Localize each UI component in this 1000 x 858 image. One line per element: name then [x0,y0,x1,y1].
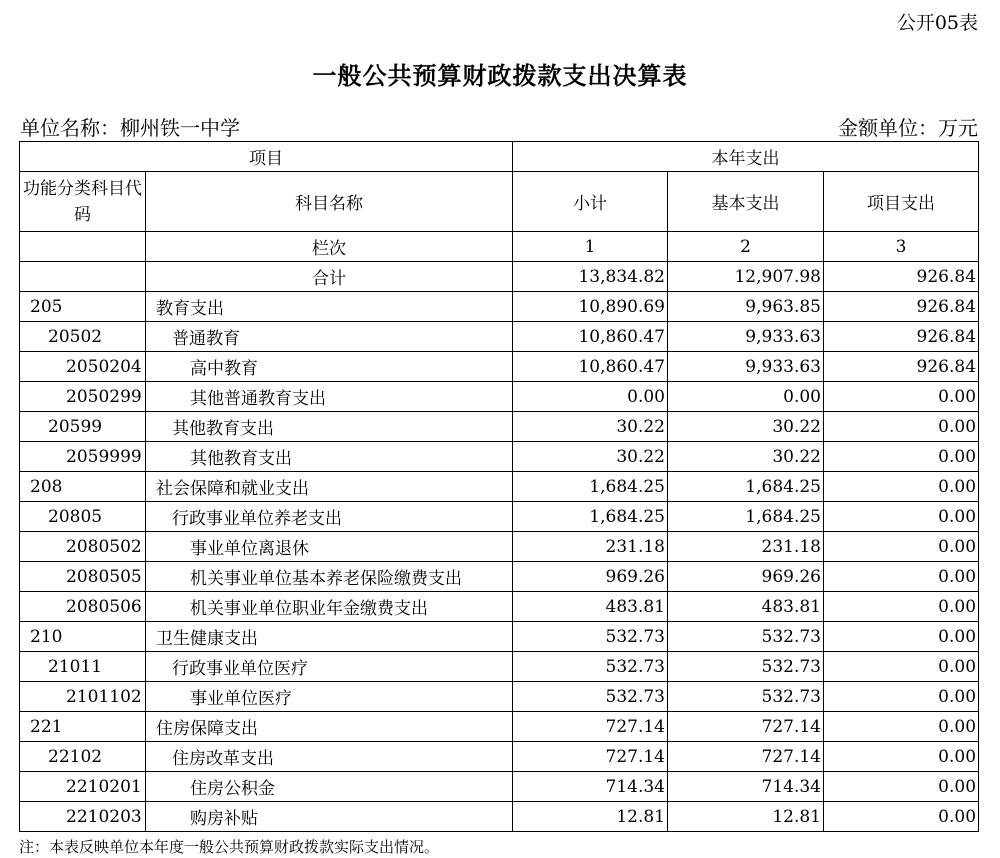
row-basic-expense: 12.81 [668,802,824,832]
row-subtotal: 12.81 [513,802,668,832]
row-code: 2050299 [20,382,146,412]
row-code: 2059999 [20,442,146,472]
row-code: 2080502 [20,532,146,562]
row-basic-expense: 532.73 [668,622,824,652]
row-subtotal: 532.73 [513,622,668,652]
page-title: 一般公共预算财政拨款支出决算表 [312,61,688,90]
row-project-expense: 926.84 [824,322,979,352]
row-project-expense: 0.00 [824,532,979,562]
table-row [20,562,979,592]
row-basic-expense: 714.34 [668,772,824,802]
row-basic-expense: 9,963.85 [668,292,824,322]
total-subtotal: 13,834.82 [513,262,668,292]
row-subtotal: 532.73 [513,652,668,682]
row-subject-name: 事业单位离退休 [146,532,513,562]
row-code: 21011 [20,652,146,682]
row-code: 208 [20,472,146,502]
row-project-expense: 0.00 [824,562,979,592]
table-row [20,802,979,832]
row-project-expense: 0.00 [824,742,979,772]
row-project-expense: 926.84 [824,292,979,322]
row-subject-name: 行政事业单位养老支出 [146,502,513,532]
header-row-2 [20,172,979,232]
row-subtotal: 10,860.47 [513,322,668,352]
table-row [20,412,979,442]
column-number-2: 2 [668,232,824,262]
row-code: 2050204 [20,352,146,382]
table-row [20,772,979,802]
row-project-expense: 0.00 [824,622,979,652]
row-basic-expense: 727.14 [668,712,824,742]
row-code: 2210201 [20,772,146,802]
header-func-code: 功能分类科目代码 [20,172,146,232]
row-code: 22102 [20,742,146,772]
row-code: 2101102 [20,682,146,712]
row-basic-expense: 9,933.63 [668,322,824,352]
row-project-expense: 0.00 [824,682,979,712]
row-basic-expense: 1,684.25 [668,472,824,502]
row-basic-expense: 231.18 [668,532,824,562]
header-current-year-expense: 本年支出 [513,142,979,172]
column-number-1: 1 [513,232,668,262]
row-code: 2080506 [20,592,146,622]
row-subtotal: 30.22 [513,442,668,472]
row-project-expense: 926.84 [824,352,979,382]
header-project-expense: 项目支出 [824,172,979,232]
table-row [20,502,979,532]
row-basic-expense: 30.22 [668,442,824,472]
total-label: 合计 [146,262,513,292]
row-subtotal: 714.34 [513,772,668,802]
header-item: 项目 [20,142,513,172]
row-subject-name: 卫生健康支出 [146,622,513,652]
table-row [20,352,979,382]
row-subtotal: 969.26 [513,562,668,592]
row-project-expense: 0.00 [824,442,979,472]
row-subtotal: 231.18 [513,532,668,562]
table-row [20,682,979,712]
total-code-empty [20,262,146,292]
row-project-expense: 0.00 [824,502,979,532]
row-subject-name: 普通教育 [146,322,513,352]
row-subtotal: 727.14 [513,742,668,772]
row-subject-name: 高中教育 [146,352,513,382]
table-row [20,472,979,502]
table-row [20,712,979,742]
total-project: 926.84 [824,262,979,292]
form-code: 公开05表 [896,12,978,34]
row-project-expense: 0.00 [824,652,979,682]
row-code: 20502 [20,322,146,352]
row-basic-expense: 0.00 [668,382,824,412]
column-number-row [20,232,979,262]
row-subject-name: 行政事业单位医疗 [146,652,513,682]
row-basic-expense: 532.73 [668,682,824,712]
row-subject-name: 其他普通教育支出 [146,382,513,412]
table-row [20,592,979,622]
row-code: 20599 [20,412,146,442]
unit-name: 单位名称：柳州铁一中学 [20,116,240,140]
row-subtotal: 30.22 [513,412,668,442]
header-subject-name: 科目名称 [146,172,513,232]
row-subject-name: 教育支出 [146,292,513,322]
header-row-1 [20,142,979,172]
table-row [20,382,979,412]
row-project-expense: 0.00 [824,472,979,502]
row-basic-expense: 9,933.63 [668,352,824,382]
table-row [20,622,979,652]
money-unit: 金额单位：万元 [838,116,978,140]
table-row [20,292,979,322]
row-basic-expense: 532.73 [668,652,824,682]
row-project-expense: 0.00 [824,772,979,802]
row-basic-expense: 30.22 [668,412,824,442]
row-project-expense: 0.00 [824,712,979,742]
table-row [20,322,979,352]
footnote: 注：本表反映单位本年度一般公共预算财政拨款实际支出情况。 [19,838,440,856]
row-subject-name: 机关事业单位基本养老保险缴费支出 [146,562,513,592]
row-code: 2210203 [20,802,146,832]
total-row [20,262,979,292]
row-subtotal: 1,684.25 [513,472,668,502]
row-subject-name: 购房补贴 [146,802,513,832]
column-label: 栏次 [146,232,513,262]
row-code: 20805 [20,502,146,532]
row-subject-name: 住房改革支出 [146,742,513,772]
header-subtotal: 小计 [513,172,668,232]
header-basic-expense: 基本支出 [668,172,824,232]
row-subtotal: 1,684.25 [513,502,668,532]
row-subject-name: 事业单位医疗 [146,682,513,712]
row-code: 210 [20,622,146,652]
row-subject-name: 其他教育支出 [146,442,513,472]
total-basic: 12,907.98 [668,262,824,292]
row-project-expense: 0.00 [824,592,979,622]
row-subject-name: 机关事业单位职业年金缴费支出 [146,592,513,622]
row-code: 2080505 [20,562,146,592]
row-basic-expense: 1,684.25 [668,502,824,532]
row-subtotal: 10,890.69 [513,292,668,322]
row-subtotal: 483.81 [513,592,668,622]
row-subject-name: 住房公积金 [146,772,513,802]
row-code: 221 [20,712,146,742]
row-subject-name: 社会保障和就业支出 [146,472,513,502]
row-subtotal: 727.14 [513,712,668,742]
row-basic-expense: 969.26 [668,562,824,592]
row-project-expense: 0.00 [824,412,979,442]
column-number-empty [20,232,146,262]
table-row [20,532,979,562]
row-code: 205 [20,292,146,322]
table-row [20,442,979,472]
table-row [20,652,979,682]
row-subject-name: 其他教育支出 [146,412,513,442]
row-project-expense: 0.00 [824,802,979,832]
column-number-3: 3 [824,232,979,262]
row-subtotal: 10,860.47 [513,352,668,382]
expenditure-table [19,141,979,832]
row-subtotal: 0.00 [513,382,668,412]
row-subtotal: 532.73 [513,682,668,712]
row-basic-expense: 483.81 [668,592,824,622]
row-project-expense: 0.00 [824,382,979,412]
row-subject-name: 住房保障支出 [146,712,513,742]
row-basic-expense: 727.14 [668,742,824,772]
table-row [20,742,979,772]
